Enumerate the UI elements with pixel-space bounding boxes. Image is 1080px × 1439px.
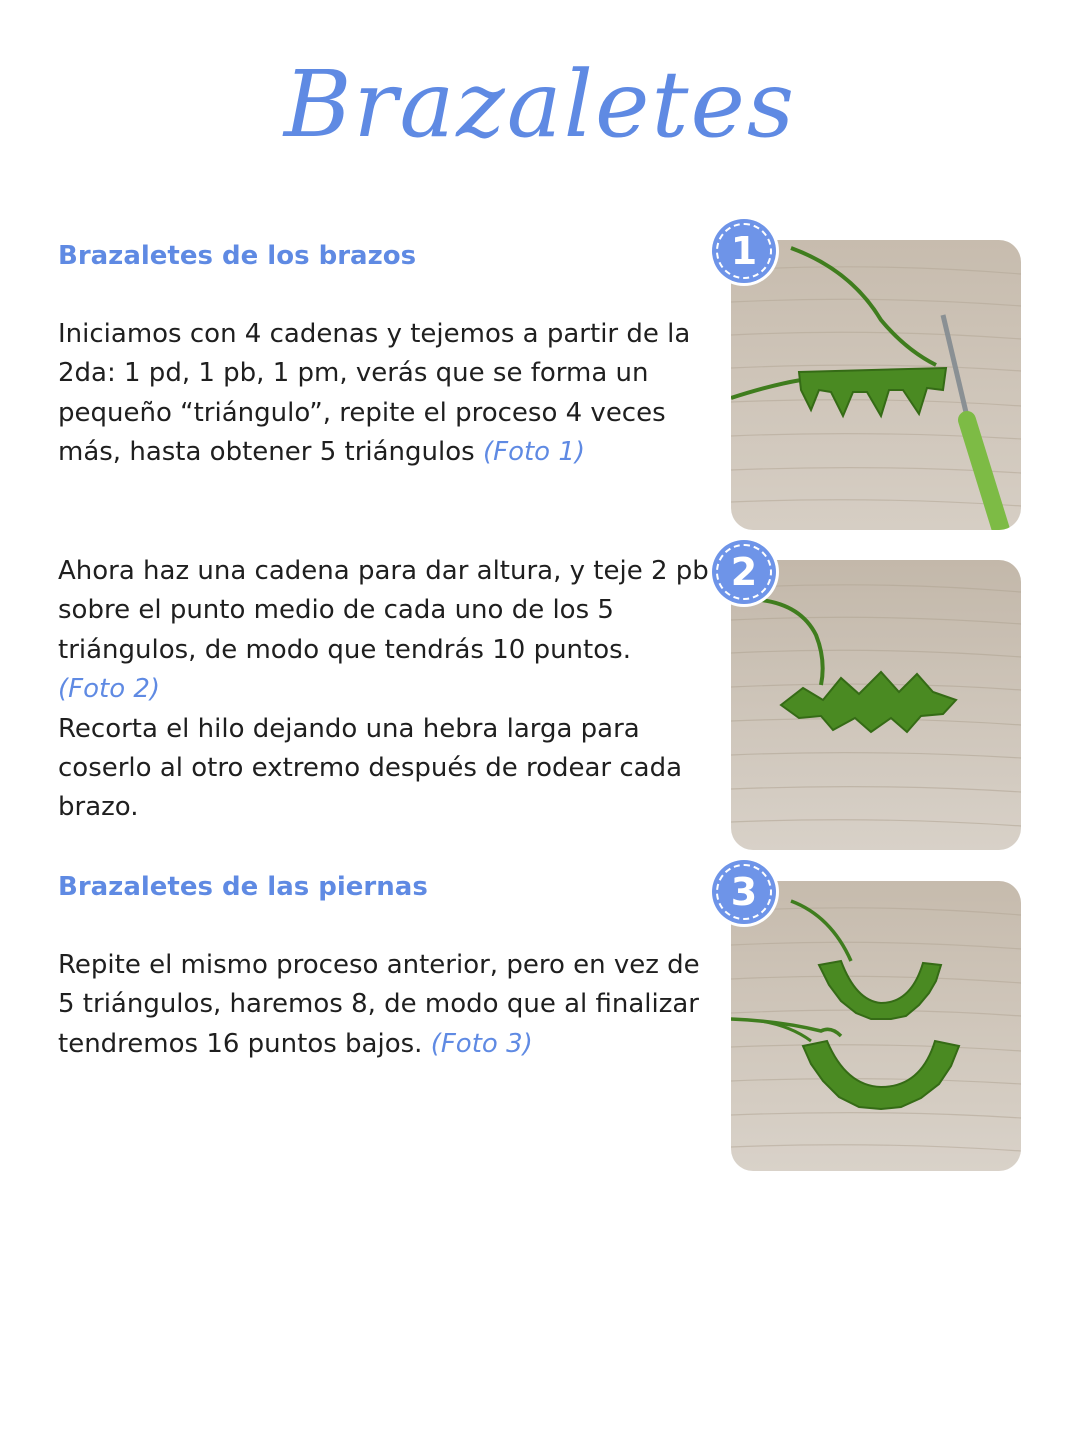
photo-1 (731, 240, 1021, 530)
paragraph-step-1-text: Iniciamos con 4 cadenas y tejemos a partir de la 2da: 1 pd, 1 pb, 1 pm, verás que se forma un pequeño “triángulo”, repite el proceso 4 veces más, hasta obtener 5 triángulos (58, 319, 691, 468)
photo-3-badge: 3 (712, 860, 776, 924)
photo-2 (731, 560, 1021, 850)
paragraph-step-4 (58, 946, 713, 1064)
photo-1-reference: (Foto 1) (482, 437, 586, 468)
paragraph-step-2 (58, 552, 713, 828)
photo-2-reference: (Foto 2) (58, 674, 161, 705)
paragraph-step-2-text: Ahora haz una cadena para dar altura, y teje 2 pb sobre el punto medio de cada uno de los 5 triángulos, de modo que tendrás 10 puntos. (58, 556, 709, 665)
paragraph-step-3-text: Recorta el hilo dejando una hebra larga para coserlo al otro extremo después de rodear cada brazo. (58, 713, 683, 823)
paragraph-step-4-text: Repite el mismo proceso anterior, pero en vez de 5 triángulos, haremos 8, de modo que al finalizar tendremos 16 puntos bajos. (58, 950, 700, 1059)
section-heading-legs: Brazaletes de las piernas (58, 872, 428, 902)
page-title: Brazaletes (283, 51, 797, 158)
photo-1-badge: 1 (712, 219, 776, 283)
section-heading-arms: Brazaletes de los brazos (58, 241, 417, 271)
paragraph-step-1 (58, 315, 713, 473)
photo-2-badge: 2 (712, 540, 776, 604)
photo-3 (731, 881, 1021, 1171)
photo-3-reference: (Foto 3) (430, 1028, 533, 1059)
